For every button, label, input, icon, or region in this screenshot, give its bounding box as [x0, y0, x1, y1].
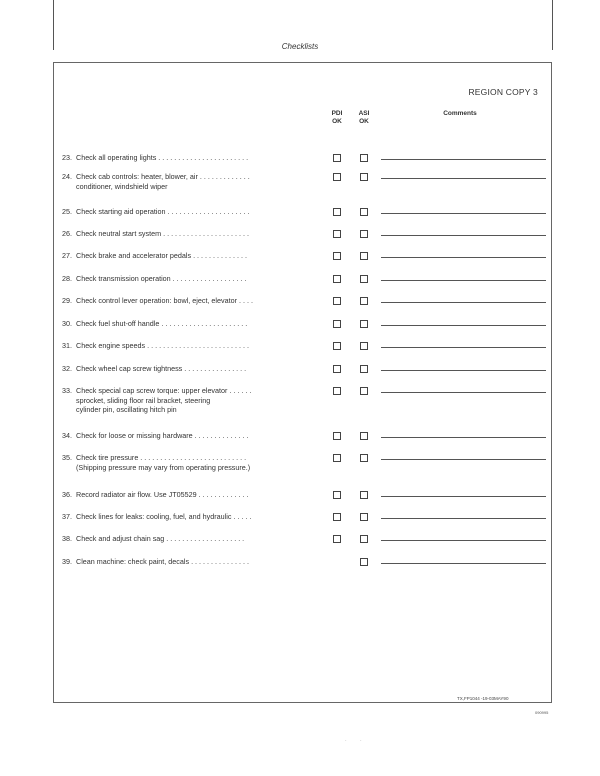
pdi-ok-checkbox[interactable]	[333, 208, 341, 216]
pdi-ok-checkbox[interactable]	[333, 275, 341, 283]
comments-line[interactable]	[381, 235, 546, 236]
asi-ok-checkbox[interactable]	[360, 365, 368, 373]
checklist-item	[62, 431, 327, 441]
checklist-item	[62, 296, 327, 306]
pdi-ok-checkbox[interactable]	[333, 454, 341, 462]
checklist-item	[62, 453, 327, 472]
asi-ok-checkbox[interactable]	[360, 387, 368, 395]
comments-line[interactable]	[381, 540, 546, 541]
checklist-item	[62, 490, 327, 500]
comments-line[interactable]	[381, 437, 546, 438]
item-text: Check fuel shut-off handle . . . . . . . . . . . . . . . . . . . . . .	[76, 319, 248, 328]
asi-ok-checkbox[interactable]	[360, 535, 368, 543]
pdi-ok-checkbox[interactable]	[333, 535, 341, 543]
item-number: 36.	[62, 490, 72, 499]
comments-line[interactable]	[381, 347, 546, 348]
comments-line[interactable]	[381, 302, 546, 303]
item-number: 28.	[62, 274, 72, 283]
pdi-ok-label: PDI OK	[331, 110, 343, 125]
pdi-ok-column-header	[327, 110, 347, 126]
item-continuation: conditioner, windshield wiper	[76, 181, 168, 191]
asi-ok-checkbox[interactable]	[360, 252, 368, 260]
asi-ok-column-header	[354, 110, 374, 126]
checklist-item	[62, 512, 327, 522]
comments-line[interactable]	[381, 280, 546, 281]
pdi-ok-checkbox[interactable]	[333, 297, 341, 305]
pdi-ok-checkbox[interactable]	[333, 365, 341, 373]
checklist-item	[62, 557, 327, 567]
comments-line[interactable]	[381, 257, 546, 258]
item-text: Check starting aid operation . . . . . . . . . . . . . . . . . . . . .	[76, 207, 250, 216]
page-header-title: Checklists	[281, 42, 319, 51]
checklist-item	[62, 319, 327, 329]
pdi-ok-checkbox[interactable]	[333, 491, 341, 499]
comments-line[interactable]	[381, 518, 546, 519]
checklist-item	[62, 274, 327, 284]
item-text: Check brake and accelerator pedals . . . . . . . . . . . . . .	[76, 251, 247, 260]
item-number: 30.	[62, 319, 72, 328]
pdi-ok-checkbox[interactable]	[333, 154, 341, 162]
checklist-item	[62, 229, 327, 239]
item-number: 37.	[62, 512, 72, 521]
item-text: Check all operating lights . . . . . . . . . . . . . . . . . . . . . . .	[76, 153, 249, 162]
item-text: Check cab controls: heater, blower, air . . . . . . . . . . . . .	[76, 172, 250, 181]
asi-ok-checkbox[interactable]	[360, 491, 368, 499]
asi-ok-checkbox[interactable]	[360, 154, 368, 162]
item-number: 27.	[62, 251, 72, 260]
item-text: Check engine speeds . . . . . . . . . . . . . . . . . . . . . . . . . .	[76, 341, 249, 350]
item-text: Check lines for leaks: cooling, fuel, and hydraulic . . . . .	[76, 512, 252, 521]
asi-ok-label: ASI OK	[358, 110, 370, 125]
pdi-ok-checkbox[interactable]	[333, 387, 341, 395]
item-text: Clean machine: check paint, decals . . . . . . . . . . . . . . .	[76, 557, 249, 566]
document-number: 090995	[535, 710, 549, 715]
asi-ok-checkbox[interactable]	[360, 297, 368, 305]
comments-line[interactable]	[381, 563, 546, 564]
asi-ok-checkbox[interactable]	[360, 454, 368, 462]
asi-ok-checkbox[interactable]	[360, 275, 368, 283]
comments-line[interactable]	[381, 496, 546, 497]
region-copy-label: REGION COPY 3	[468, 87, 538, 97]
item-text: Check and adjust chain sag . . . . . . . . . . . . . . . . . . . .	[76, 534, 245, 543]
comments-line[interactable]	[381, 459, 546, 460]
comments-line[interactable]	[381, 178, 546, 179]
page-mark: · ·	[345, 738, 368, 744]
item-text: Record radiator air flow. Use JT05529 . . . . . . . . . . . . .	[76, 490, 249, 499]
item-number: 32.	[62, 364, 72, 373]
asi-ok-checkbox[interactable]	[360, 558, 368, 566]
asi-ok-checkbox[interactable]	[360, 342, 368, 350]
pdi-ok-checkbox[interactable]	[333, 432, 341, 440]
checklist-item	[62, 364, 327, 374]
pdi-ok-checkbox[interactable]	[333, 342, 341, 350]
item-text: Check tire pressure . . . . . . . . . . . . . . . . . . . . . . . . . . .	[76, 453, 247, 462]
checklist-item	[62, 251, 327, 261]
asi-ok-checkbox[interactable]	[360, 320, 368, 328]
asi-ok-checkbox[interactable]	[360, 208, 368, 216]
checklist-item	[62, 153, 327, 163]
comments-line[interactable]	[381, 213, 546, 214]
asi-ok-checkbox[interactable]	[360, 230, 368, 238]
item-number: 35.	[62, 453, 72, 462]
item-text: Check neutral start system . . . . . . . . . . . . . . . . . . . . . .	[76, 229, 249, 238]
comments-line[interactable]	[381, 392, 546, 393]
item-text: Check control lever operation: bowl, eject, elevator . . . .	[76, 296, 253, 305]
checklist-item	[62, 386, 327, 415]
item-text: Check wheel cap screw tightness . . . . . . . . . . . . . . . .	[76, 364, 247, 373]
asi-ok-checkbox[interactable]	[360, 432, 368, 440]
comments-line[interactable]	[381, 325, 546, 326]
checklist-item	[62, 341, 327, 351]
item-number: 39.	[62, 557, 72, 566]
item-continuation: (Shipping pressure may vary from operating pressure.)	[76, 462, 251, 472]
pdi-ok-checkbox[interactable]	[333, 320, 341, 328]
item-number: 29.	[62, 296, 72, 305]
checklist-item	[62, 534, 327, 544]
item-number: 31.	[62, 341, 72, 350]
item-text: Check for loose or missing hardware . . . . . . . . . . . . . .	[76, 431, 249, 440]
item-number: 24.	[62, 172, 72, 181]
comments-line[interactable]	[381, 370, 546, 371]
pdi-ok-checkbox[interactable]	[333, 230, 341, 238]
comments-line[interactable]	[381, 159, 546, 160]
pdi-ok-checkbox[interactable]	[333, 513, 341, 521]
pdi-ok-checkbox[interactable]	[333, 173, 341, 181]
checklist-item	[62, 172, 327, 191]
item-number: 33.	[62, 386, 72, 395]
item-text: Check transmission operation . . . . . . . . . . . . . . . . . . .	[76, 274, 247, 283]
item-continuation: sprocket, sliding floor rail bracket, steering cylinder pin, oscillating hitch pin	[76, 395, 211, 414]
asi-ok-checkbox[interactable]	[360, 173, 368, 181]
pdi-ok-checkbox[interactable]	[333, 252, 341, 260]
item-number: 38.	[62, 534, 72, 543]
item-number: 26.	[62, 229, 72, 238]
comments-column-header: Comments	[443, 110, 477, 117]
item-number: 23.	[62, 153, 72, 162]
item-number: 25.	[62, 207, 72, 216]
item-number: 34.	[62, 431, 72, 440]
asi-ok-checkbox[interactable]	[360, 513, 368, 521]
checklist-item	[62, 207, 327, 217]
document-code: TX,FP1044 -19-03MAY90	[457, 696, 509, 701]
item-text: Check special cap screw torque: upper elevator . . . . . .	[76, 386, 252, 395]
